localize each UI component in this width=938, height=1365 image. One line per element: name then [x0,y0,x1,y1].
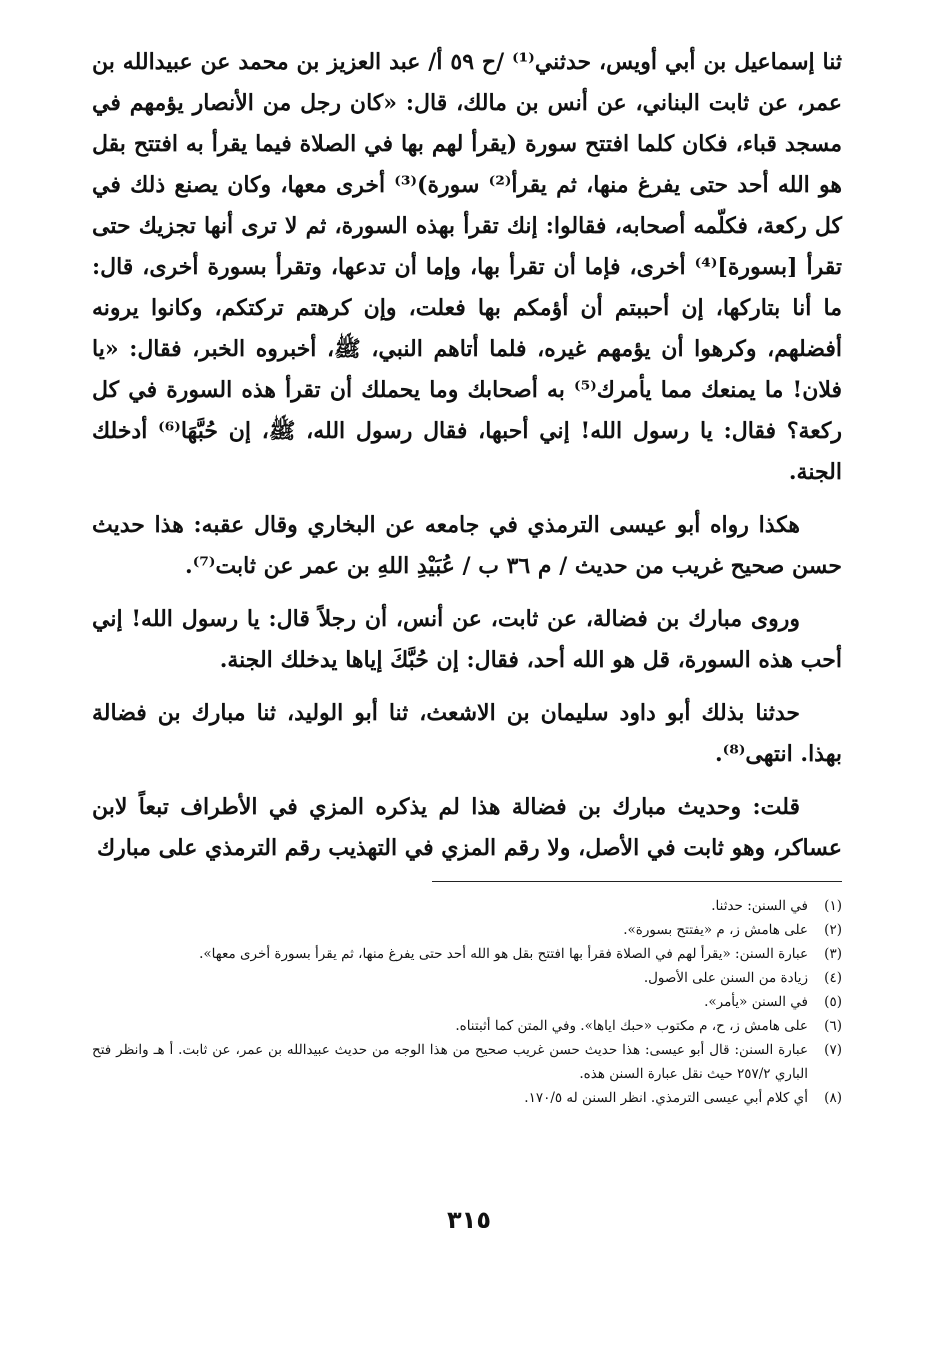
footnote-number: (٢) [824,922,842,938]
paragraph-mubarak: وروى مبارك بن فضالة، عن ثابت، عن أنس، أن رجلاً قال: يا رسول الله! إني أحب هذه السورة، قل هو الله أحد، فقال: إن حُبَّكَ إياها يدخلك الجنة. [92,606,842,673]
footnote-number: (١) [824,898,842,914]
footnotes [92,894,842,1110]
footnote-divider [432,881,842,882]
footnote-text: على هامش ز، م «يفتتح بسورة». [623,922,808,938]
page-number: ٣١٥ [447,1206,491,1234]
footnote-text: في السنن «يأمر». [704,994,808,1010]
footnote-text: زيادة من السنن على الأصول. [643,970,808,986]
main-text [92,42,842,869]
footnote [92,894,842,918]
footnote-number: (٥) [824,994,842,1010]
paragraph-comment: قلت: وحديث مبارك بن فضالة هذا لم يذكره المزي في الأطراف تبعاً لابن عساكر، وهو ثابت في الأصل، ولا رقم المزي في التهذيب رقم الترمذي على مبارك [92,794,842,861]
footnote-text: على هامش ز، ح، م مكتوب «حبك اياها». وفي المتن كما أثبتناه. [455,1018,808,1034]
paragraph-hadith: ثنا إسماعيل بن أبي أويس، حدثني⁽¹⁾ /ح ٥٩ أ/ عبد العزيز بن محمد عن عبيدالله بن عمر، عن ثابت البناني، عن أنس بن مالك، قال: «كان رجل من الأنصار يؤمهم في مسجد قباء، فكان كلما افتتح سورة (يقرأ لهم بها في الصلاة فيما يقرأ به افتتح بقل هو الله أحد حتى يفرغ منها، ثم يقرأ⁽²⁾ سورة)⁽³⁾ أخرى معها، وكان يصنع ذلك في كل ركعة، فكلّمه أصحابه، فقالوا: إنك تقرأ بهذه السورة، ثم لا ترى أنها تجزيك حتى تقرأ [بسورة]⁽⁴⁾ أخرى، فإما أن تقرأ بها، وإما أن تدعها، وتقرأ بسورة أخرى، قال: ما أنا بتاركها، إن أحببتم أن أؤمكم بها فعلت، وإن كرهتم تركتكم، وكانوا يرونه أفضلهم، وكرهوا أن يؤمهم غيره، فلما أتاهم النبي، ﷺ، أخبروه الخبر، فقال: «يا فلان! ما يمنعك مما يأمرك⁽⁵⁾ به أصحابك وما يحملك أن تقرأ هذه السورة في كل ركعة؟ فقال: يا رسول الله! إني أحبها، فقال رسول الله، ﷺ، إن حُبَّهَا⁽⁶⁾ أدخلك الجنة. [92,49,843,485]
footnote-text: عبارة السنن: «يقرأ لهم في الصلاة فقرأ بها افتتح بقل هو الله أحد حتى يفرغ منها، ثم يقرأ بسورة أخرى معها». [199,946,808,962]
footnote-text: عبارة السنن: قال أبو عيسى: هذا حديث حسن غريب صحيح من هذا الوجه من حديث عبيدالله بن عمر، عن ثابت. أ هـ وانظر فتح الباري ٢٥٧/٢ حيث نقل عبارة السنن هذه. [92,1042,808,1082]
footnote-number: (٣) [824,946,842,962]
footnote [92,1086,842,1110]
footnote-text: أي كلام أبي عيسى الترمذي. انظر السنن له ١٧٠/٥. [524,1090,808,1106]
footnote [92,1014,842,1038]
footnote [92,918,842,942]
footnote [92,1038,842,1086]
paragraph-tirmidhi: هكذا رواه أبو عيسى الترمذي في جامعه عن البخاري وقال عقبه: هذا حديث حسن صحيح غريب من حديث / م ٣٦ ب / عُبَيْدِ اللهِ بن عمر عن ثابت⁽⁷⁾. [92,512,842,579]
paragraph-abu-dawud: حدثنا بذلك أبو داود سليمان بن الاشعث، ثنا أبو الوليد، ثنا مبارك بن فضالة بهذا. انتهى⁽⁸⁾. [92,700,842,767]
footnote-number: (٤) [824,970,842,986]
footnote-number: (٨) [824,1090,842,1106]
footnote [92,942,842,966]
document-page [92,42,842,1110]
footnote [92,966,842,990]
footnote-number: (٦) [824,1018,842,1034]
footnote-number: (٧) [824,1042,842,1058]
footnote-text: في السنن: حدثنا. [711,898,808,914]
footnote [92,990,842,1014]
